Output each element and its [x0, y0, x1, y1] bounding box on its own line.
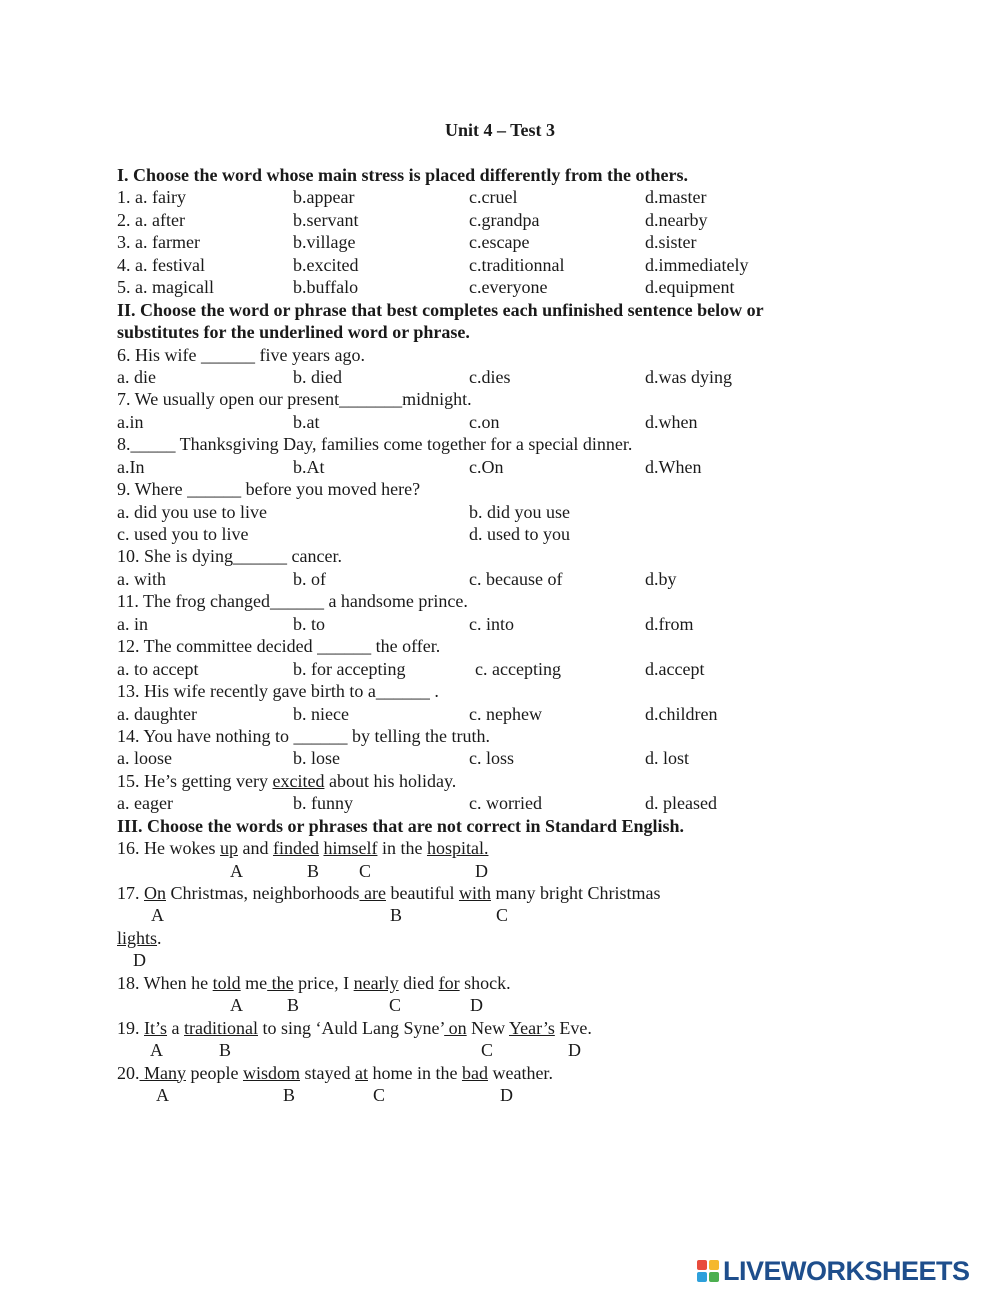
- option-d[interactable]: d.sister: [645, 232, 697, 253]
- q16-text: in the: [377, 838, 427, 859]
- logo-block: [697, 1272, 707, 1282]
- option-c[interactable]: c. worried: [469, 793, 542, 814]
- q15-pre: 15. He’s getting very: [117, 770, 273, 791]
- question-12: 12. The committee decided ______ the offer.: [117, 636, 441, 657]
- q16-text: and: [237, 838, 273, 859]
- option-b[interactable]: b. died: [293, 366, 342, 387]
- option-b[interactable]: b. for accepting: [293, 658, 406, 679]
- letter-c: C: [389, 995, 402, 1016]
- letter-d: D: [470, 995, 483, 1016]
- q18-part-d[interactable]: for: [438, 972, 460, 993]
- letter-a: A: [151, 905, 164, 926]
- option-a[interactable]: a. eager: [117, 793, 173, 814]
- option-c[interactable]: c.grandpa: [469, 209, 540, 230]
- option-b[interactable]: b. to: [293, 613, 326, 634]
- letter-b: B: [390, 905, 403, 926]
- stress-question-4: [117, 254, 837, 276]
- q18-letters: [117, 994, 837, 1016]
- option-b[interactable]: b. niece: [293, 703, 349, 724]
- section3-heading: III. Choose the words or phrases that are not correct in Standard English.: [117, 815, 685, 836]
- option-c[interactable]: c. because of: [469, 568, 563, 589]
- q17-text: .: [157, 927, 162, 948]
- q17-part-b[interactable]: are: [359, 883, 386, 903]
- letter-b: B: [287, 995, 300, 1016]
- stress-question-5: [117, 276, 837, 298]
- q19-text: 19.: [117, 1017, 144, 1038]
- letter-a: A: [156, 1084, 169, 1105]
- option-d[interactable]: d.When: [645, 456, 702, 477]
- options-14: [117, 747, 837, 769]
- option-b[interactable]: b.at: [293, 411, 320, 432]
- options-6: [117, 366, 837, 388]
- option-a[interactable]: 3. a. farmer: [117, 232, 200, 253]
- q15-post: about his holiday.: [324, 770, 457, 791]
- option-d[interactable]: d.children: [645, 703, 718, 724]
- question-11: 11. The frog changed______ a handsome prince.: [117, 591, 468, 612]
- option-c[interactable]: c.On: [469, 456, 504, 477]
- q16-part-b[interactable]: finded: [272, 838, 319, 859]
- q20-text: people: [186, 1062, 243, 1083]
- option-a[interactable]: a.In: [117, 456, 145, 477]
- q18-part-b[interactable]: the: [267, 972, 294, 993]
- option-c[interactable]: c.cruel: [469, 187, 518, 208]
- q15-underlined: excited: [272, 770, 325, 791]
- letter-d: D: [475, 860, 488, 881]
- q19-text: to sing ‘Auld Lang Syne’: [258, 1017, 445, 1038]
- question-17-cont: [117, 927, 837, 949]
- option-a[interactable]: a. in: [117, 613, 148, 634]
- q20-text: stayed: [300, 1062, 355, 1083]
- option-d[interactable]: d. lost: [645, 748, 690, 769]
- option-a[interactable]: 2. a. after: [117, 209, 185, 230]
- option-a[interactable]: a. with: [117, 568, 166, 589]
- q20-letters: [117, 1084, 837, 1106]
- q20-part-c[interactable]: at: [354, 1062, 368, 1083]
- q19-text: New: [466, 1017, 509, 1038]
- section1-rows: [117, 186, 837, 298]
- q18-part-c[interactable]: nearly: [353, 972, 399, 993]
- q19-letters: [117, 1039, 837, 1061]
- q17-part-d[interactable]: lights: [117, 927, 158, 948]
- option-d[interactable]: d. pleased: [645, 793, 717, 814]
- option-d[interactable]: d.was dying: [645, 366, 732, 387]
- worksheet-body: [117, 164, 837, 1106]
- option-a[interactable]: 5. a. magicall: [117, 277, 214, 298]
- option-c[interactable]: c. used you to live: [117, 524, 249, 544]
- q20-part-d[interactable]: bad: [461, 1062, 488, 1083]
- q18-text: 18. When he: [117, 972, 213, 993]
- section2-heading-line1: II. Choose the word or phrase that best completes each unfinished sentence below or: [117, 299, 764, 320]
- q18-text: shock.: [459, 972, 511, 993]
- option-c[interactable]: c.escape: [469, 232, 530, 253]
- question-8: 8._____ Thanksgiving Day, families come together for a special dinner.: [117, 434, 633, 455]
- options-10: [117, 568, 837, 590]
- letter-a: A: [230, 860, 243, 881]
- option-b[interactable]: b. lose: [293, 748, 340, 769]
- q16-part-a[interactable]: up: [219, 838, 238, 859]
- option-b[interactable]: b. did you use: [469, 501, 570, 522]
- letter-d: D: [500, 1084, 513, 1105]
- stress-question-3: [117, 231, 837, 253]
- letter-c: C: [481, 1040, 494, 1061]
- option-c[interactable]: c. loss: [469, 748, 514, 769]
- question-13: 13. His wife recently gave birth to a______ .: [117, 681, 439, 702]
- option-d[interactable]: d.from: [645, 613, 694, 634]
- q19-text: a: [167, 1017, 185, 1038]
- options-9-cd: [117, 523, 837, 545]
- q16-part-d[interactable]: hospital.: [426, 838, 489, 859]
- liveworksheets-logo: [697, 1255, 970, 1286]
- q18-part-a[interactable]: told: [212, 972, 241, 993]
- q19-part-c[interactable]: on: [444, 1017, 467, 1038]
- q19-text: Eve.: [554, 1017, 592, 1038]
- option-a[interactable]: a. die: [117, 366, 156, 387]
- letter-b: B: [307, 860, 320, 881]
- option-c[interactable]: c. accepting: [475, 658, 561, 679]
- q19-part-d[interactable]: Year’s: [508, 1017, 555, 1038]
- q17-part-a[interactable]: On: [144, 883, 166, 903]
- logo-block: [697, 1260, 707, 1270]
- option-d[interactable]: d.immediately: [645, 254, 749, 275]
- option-b[interactable]: b.servant: [293, 209, 359, 230]
- option-d[interactable]: d.accept: [645, 658, 705, 679]
- option-a[interactable]: a. did you use to live: [117, 501, 267, 522]
- option-a[interactable]: a. daughter: [117, 703, 197, 724]
- q17-letters-2: [117, 949, 837, 971]
- q16-part-c[interactable]: himself: [323, 838, 378, 859]
- q18-text: died: [398, 972, 439, 993]
- question-18: [117, 972, 837, 994]
- question-6: 6. His wife ______ five years ago.: [117, 344, 365, 365]
- option-d[interactable]: d. used to you: [469, 524, 570, 544]
- options-15: [117, 792, 837, 814]
- letter-c: C: [496, 905, 509, 926]
- option-c[interactable]: c.on: [469, 411, 500, 432]
- q17-part-c[interactable]: with: [458, 883, 491, 903]
- letter-a: A: [150, 1040, 163, 1061]
- q20-part-b[interactable]: wisdom: [242, 1062, 300, 1083]
- option-b[interactable]: b.excited: [293, 254, 359, 275]
- letter-c: C: [359, 860, 372, 881]
- letter-d: D: [133, 950, 146, 971]
- logo-block: [709, 1272, 719, 1282]
- option-d[interactable]: d.when: [645, 411, 698, 432]
- logo-block: [709, 1260, 719, 1270]
- options-12: [117, 658, 837, 680]
- q17-text: 17.: [117, 883, 144, 903]
- option-d[interactable]: d.by: [645, 568, 677, 589]
- option-c[interactable]: c.traditionnal: [469, 254, 565, 275]
- options-7: [117, 411, 837, 433]
- question-9: 9. Where ______ before you moved here?: [117, 479, 421, 500]
- q20-text: 20.: [117, 1062, 140, 1083]
- q18-text: me: [240, 972, 268, 993]
- option-d[interactable]: d.equipment: [645, 277, 735, 298]
- option-b[interactable]: b.At: [293, 456, 325, 477]
- q19-part-b[interactable]: traditional: [184, 1017, 258, 1038]
- question-19: [117, 1017, 837, 1039]
- logo-blocks-icon: [697, 1260, 719, 1282]
- page-title: Unit 4 – Test 3: [444, 120, 556, 140]
- q19-part-a[interactable]: It’s: [144, 1017, 168, 1038]
- question-7: 7. We usually open our present_______midnight.: [117, 389, 472, 410]
- option-a[interactable]: 1. a. fairy: [117, 187, 186, 208]
- options-8: [117, 456, 837, 478]
- question-15: [117, 770, 837, 792]
- q17-letters-1: [117, 904, 837, 926]
- options-9-ab: [117, 501, 837, 523]
- option-c[interactable]: c. nephew: [469, 703, 542, 724]
- option-b[interactable]: b.village: [293, 232, 356, 253]
- stress-question-1: [117, 186, 837, 208]
- option-a[interactable]: a.in: [117, 411, 144, 432]
- letter-a: A: [230, 995, 243, 1016]
- option-b[interactable]: b. funny: [293, 793, 353, 814]
- option-b[interactable]: b.appear: [293, 187, 355, 208]
- option-a[interactable]: a. to accept: [117, 658, 199, 679]
- question-20: [117, 1062, 837, 1084]
- q16-letters: [117, 860, 837, 882]
- q20-text: weather.: [487, 1062, 553, 1083]
- letter-d: D: [568, 1040, 581, 1061]
- option-b[interactable]: b. of: [293, 568, 326, 589]
- q16-text: 16. He wokes: [117, 838, 220, 859]
- q20-text: home in the: [367, 1062, 462, 1083]
- section1-heading: I. Choose the word whose main stress is placed differently from the others.: [117, 165, 688, 185]
- option-d[interactable]: d.master: [645, 187, 707, 208]
- option-d[interactable]: d.nearby: [645, 209, 708, 230]
- letter-b: B: [219, 1040, 232, 1061]
- option-a[interactable]: a. loose: [117, 748, 172, 769]
- letter-b: B: [283, 1084, 296, 1105]
- section2-heading-line2: substitutes for the underlined word or phrase.: [117, 322, 470, 343]
- option-c[interactable]: c.everyone: [469, 277, 548, 298]
- q17-text: many bright Christmas: [490, 883, 661, 903]
- option-a[interactable]: 4. a. festival: [117, 254, 205, 275]
- option-c[interactable]: c. into: [469, 613, 514, 634]
- option-b[interactable]: b.buffalo: [293, 277, 359, 298]
- options-13: [117, 703, 837, 725]
- q18-text: price, I: [293, 972, 354, 993]
- option-c[interactable]: c.dies: [469, 366, 511, 387]
- question-16: [117, 837, 837, 859]
- q20-part-a[interactable]: Many: [139, 1062, 186, 1083]
- letter-c: C: [373, 1084, 386, 1105]
- q17-text: Christmas, neighborhoods: [166, 883, 360, 903]
- question-14: 14. You have nothing to ______ by telling the truth.: [117, 725, 490, 746]
- options-11: [117, 613, 837, 635]
- q17-text: beautiful: [385, 883, 459, 903]
- stress-question-2: [117, 209, 837, 231]
- question-17: [117, 882, 837, 904]
- brand-name: LIVEWORKSHEETS: [723, 1255, 970, 1286]
- question-10: 10. She is dying______ cancer.: [117, 546, 342, 567]
